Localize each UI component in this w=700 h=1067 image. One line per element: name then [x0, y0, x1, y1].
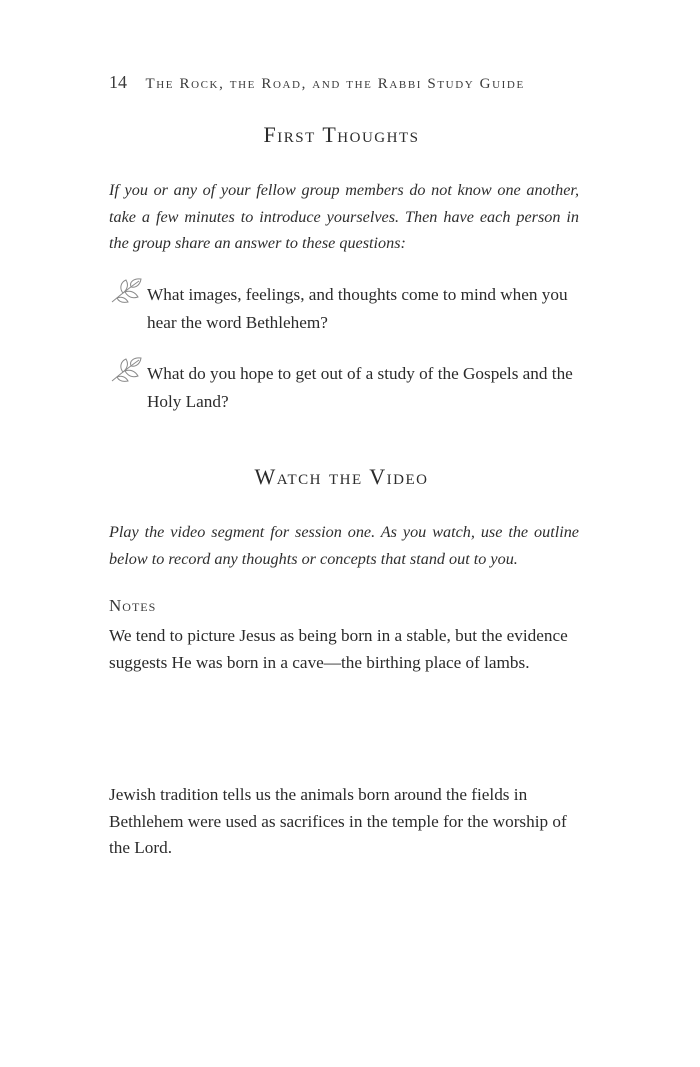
first-thoughts-heading: First Thoughts [263, 122, 420, 147]
watch-the-video-intro: Play the video segment for session one. As you watch, use the outline below to record any thoughts or concepts that stand out to you. [109, 523, 579, 568]
first-thoughts-intro: If you or any of your fellow group members do not know one another, take a few minutes to introduce yourselves. Then have each person in the group share an answer to these questions: [109, 181, 579, 252]
leaf-icon [109, 356, 145, 384]
question-item [109, 360, 579, 415]
running-head [109, 72, 525, 93]
page-number: 14 [109, 72, 127, 92]
notes-paragraph: We tend to picture Jesus as being born in a stable, but the evidence suggests He was born in a cave—the birthing place of lambs. [109, 626, 568, 672]
notes-paragraph: Jewish tradition tells us the animals born around the fields in Bethlehem were used as sacrifices in the temple for the worship of the Lord. [109, 785, 567, 857]
question-item [109, 281, 579, 336]
leaf-icon [109, 277, 145, 305]
question-text: What do you hope to get out of a study of the Gospels and the Holy Land? [147, 364, 573, 411]
watch-the-video-heading: Watch the Video [254, 464, 429, 489]
question-text: What images, feelings, and thoughts come to mind when you hear the word Bethlehem? [147, 285, 568, 332]
notes-subhead: Notes [109, 596, 157, 615]
book-title: The Rock, the Road, and the Rabbi Study Guide [145, 76, 525, 92]
